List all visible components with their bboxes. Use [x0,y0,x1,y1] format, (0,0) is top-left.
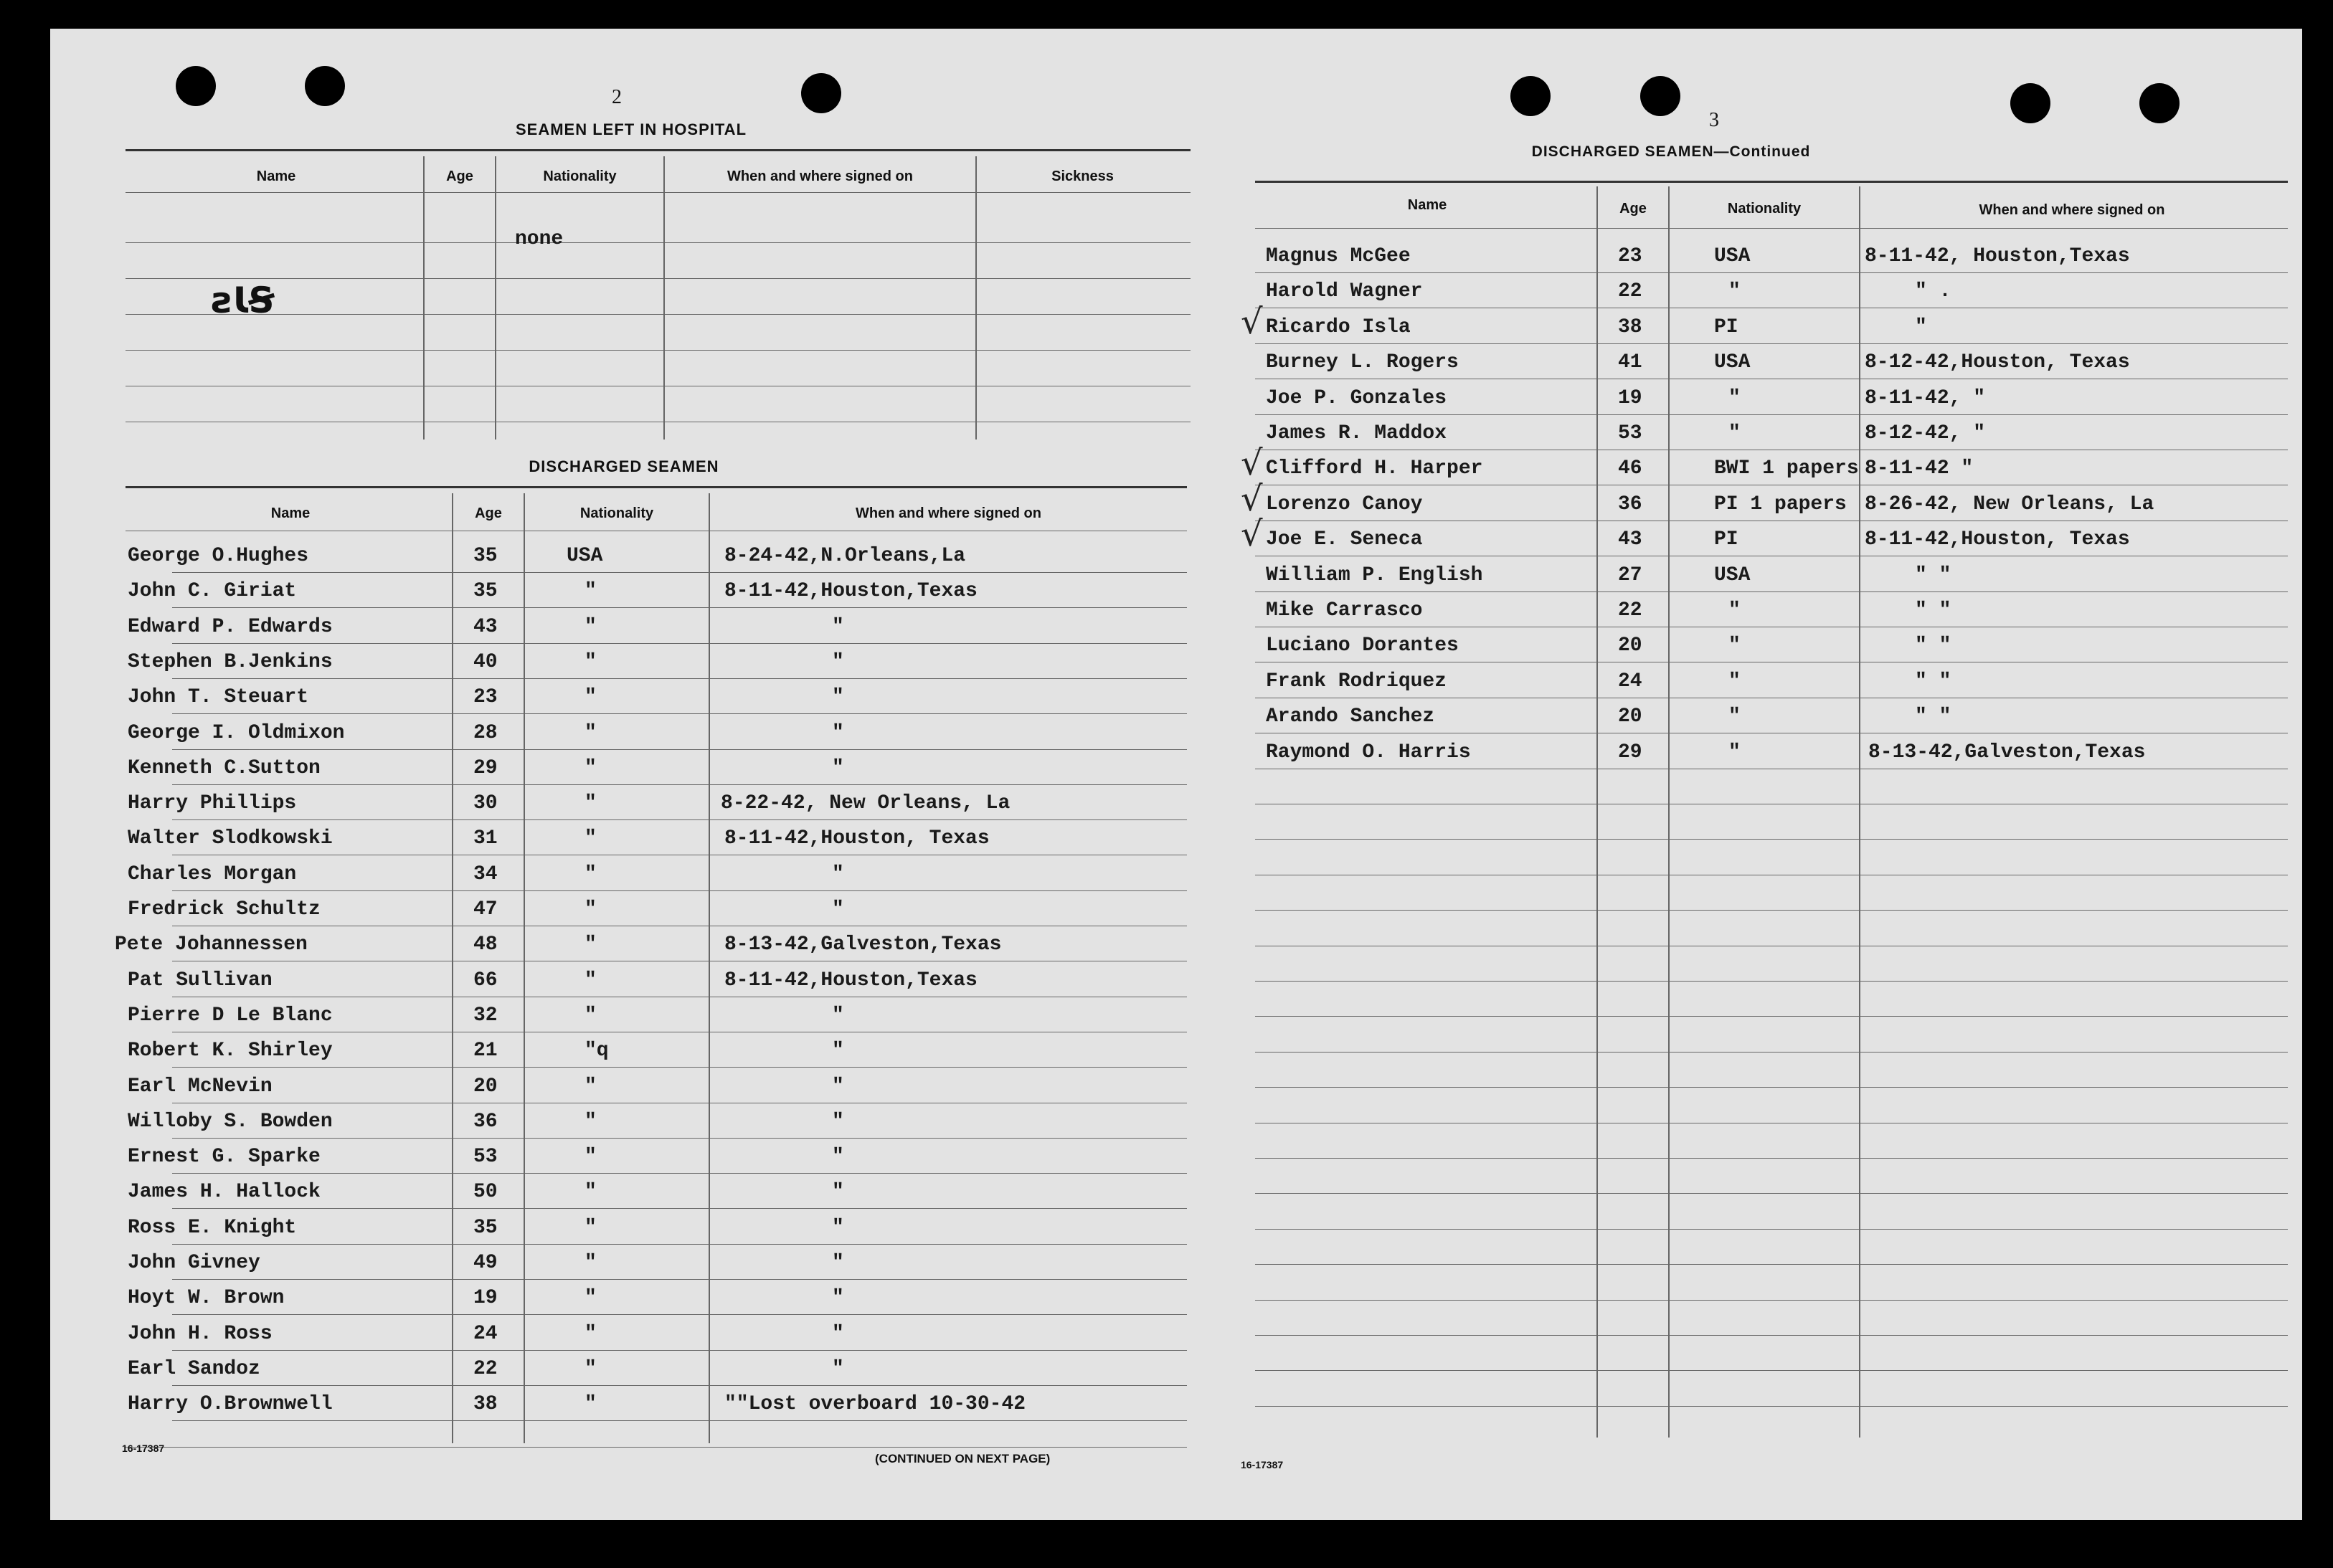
row-nationality: " [585,1111,597,1133]
row-signed-on: 8-13-42,Galveston,Texas [724,933,1002,956]
row-rule [1255,1052,2288,1053]
row-name: Joe P. Gonzales [1266,387,1447,409]
row-age: 32 [473,1004,498,1027]
row-signed-on: 8-13-42,Galveston,Texas [1868,741,2146,764]
continued-note: (CONTINUED ON NEXT PAGE) [875,1452,1051,1465]
row-rule [1255,1158,2288,1159]
binder-hole [801,73,841,113]
row-rule [172,1420,1187,1421]
binder-hole [305,66,345,106]
row-age: 41 [1618,351,1642,374]
row-age: 27 [1618,564,1642,586]
row-nationality: " [1728,280,1741,303]
row-name: John Givney [128,1252,260,1274]
row-name: Walter Slodkowski [128,827,333,850]
row-rule [1255,1300,2288,1301]
row-name: Kenneth C.Sutton [128,757,321,779]
row-signed-on: 8-11-42,Houston, Texas [724,827,990,850]
row-age: 47 [473,898,498,921]
row-rule [1255,1229,2288,1230]
row-signed-on: " [832,1323,844,1345]
row-name: Hoyt W. Brown [128,1287,285,1309]
row-name: Robert K. Shirley [128,1040,333,1062]
col-age: Age [475,505,502,521]
row-nationality: " [585,651,597,673]
row-signed-on: " " [1915,635,1951,657]
page-number: 2 [612,86,622,108]
row-nationality: "q [585,1040,609,1062]
row-nationality: " [585,1252,597,1274]
row-signed-on: 8-11-42, Houston,Texas [1865,245,2130,267]
row-age: 24 [473,1323,498,1345]
row-rule [172,784,1187,785]
row-signed-on: 8-22-42, New Orleans, La [721,792,1011,814]
row-age: 40 [473,651,498,673]
row-rule [1255,981,2288,982]
row-age: 49 [473,1252,498,1274]
row-rule [172,1138,1187,1139]
hospital-section-title: SEAMEN LEFT IN HOSPITAL [515,120,747,138]
col-signed-on: When and where signed on [856,505,1041,521]
row-age: 48 [473,933,498,956]
row-nationality: " [585,1393,597,1415]
row-signed-on: " " [1915,599,1951,622]
row-age: 38 [473,1393,498,1415]
row-nationality: BWI 1 papers [1714,457,1859,480]
row-rule [172,678,1187,679]
row-nationality: " [585,1146,597,1168]
row-rule [172,749,1187,750]
row-age: 36 [1618,493,1642,515]
stamp-mark: ꙅꙆꞨ [212,280,275,321]
row-name: Frank Rodriquez [1266,670,1447,693]
binder-hole [1640,76,1680,116]
row-age: 23 [473,686,498,708]
row-age: 36 [473,1111,498,1133]
col-nationality: Nationality [579,505,654,521]
row-nationality: " [1728,599,1741,622]
row-rule [1255,1016,2288,1017]
row-name: Magnus McGee [1266,245,1411,267]
row-nationality: PI [1714,316,1738,338]
row-nationality: " [585,1181,597,1203]
row-nationality: USA [1714,245,1751,267]
row-nationality: PI 1 papers [1714,493,1847,515]
row-name: Charles Morgan [128,863,297,885]
row-nationality: " [585,1323,597,1345]
row-name: Ricardo Isla [1266,316,1411,338]
row-nationality: PI [1714,528,1738,551]
binder-hole [2010,83,2050,123]
row-nationality: " [585,1287,597,1309]
row-age: 35 [473,580,498,602]
hospital-entry-none: none [515,228,564,250]
row-signed-on: " [832,1358,844,1380]
row-nationality: " [585,792,597,814]
col-name: Name [1407,197,1447,213]
row-name: Harold Wagner [1266,280,1423,303]
row-name: Luciano Dorantes [1266,635,1459,657]
row-signed-on: " " [1915,670,1951,693]
binder-hole [176,66,216,106]
row-age: 28 [473,722,498,744]
row-age: 22 [1618,599,1642,622]
row-signed-on: " [832,1287,844,1309]
row-name: John C. Giriat [128,580,297,602]
row-name: Harry O.Brownwell [128,1393,333,1415]
row-age: 24 [1618,670,1642,693]
row-rule [1255,1264,2288,1265]
row-signed-on: " [832,863,844,885]
row-nationality: " [585,827,597,850]
row-age: 38 [1618,316,1642,338]
row-name: James R. Maddox [1266,422,1447,445]
row-signed-on: " [832,1004,844,1027]
row-signed-on: 8-26-42, New Orleans, La [1865,493,2154,515]
row-rule [172,890,1187,891]
row-name: Raymond O. Harris [1266,741,1471,764]
row-signed-on: 8-11-42,Houston,Texas [724,580,978,602]
hospital-col-sickness: Sickness [1051,168,1114,184]
row-signed-on: " [832,1111,844,1133]
row-age: 20 [1618,705,1642,728]
row-rule [172,713,1187,714]
row-rule [1255,1335,2288,1336]
col-name: Name [270,505,311,521]
row-signed-on: " " [1915,705,1951,728]
hospital-col-age: Age [446,168,473,184]
row-rule [172,1350,1187,1351]
row-name: Ernest G. Sparke [128,1146,321,1168]
row-name: Pete Johannessen [115,933,308,956]
row-name: Fredrick Schultz [128,898,321,921]
row-signed-on: " [1915,316,1927,338]
row-name: Mike Carrasco [1266,599,1423,622]
row-name: Lorenzo Canoy [1266,493,1423,515]
row-name: Joe E. Seneca [1266,528,1423,551]
row-name: George O.Hughes [128,545,309,567]
row-signed-on: " [832,757,844,779]
binder-hole [1510,76,1551,116]
document-sheet [50,29,2302,1520]
row-nationality: " [1728,741,1741,764]
row-nationality: " [585,1075,597,1098]
row-rule [172,1279,1187,1280]
check-mark: √ [1241,302,1263,342]
row-name: John H. Ross [128,1323,273,1345]
row-rule [172,1067,1187,1068]
row-rule [1255,1193,2288,1194]
form-code: 16-17387 [122,1443,165,1454]
row-nationality: " [585,933,597,956]
row-signed-on: 8-11-42,Houston, Texas [1865,528,2130,551]
row-signed-on: 8-24-42,N.Orleans,La [724,545,966,567]
hospital-col-nationality: Nationality [543,168,617,184]
row-nationality: " [585,1358,597,1380]
row-age: 29 [1618,741,1642,764]
row-signed-on: " . [1915,280,1951,303]
row-nationality: " [585,686,597,708]
row-rule [172,1314,1187,1315]
row-rule [172,819,1187,820]
row-rule [172,572,1187,573]
row-name: Ross E. Knight [128,1217,297,1239]
row-age: 20 [1618,635,1642,657]
row-nationality: " [1728,635,1741,657]
row-age: 23 [1618,245,1642,267]
row-name: Pierre D Le Blanc [128,1004,333,1027]
row-age: 34 [473,863,498,885]
row-rule [1255,839,2288,840]
discharged-continued-title: DISCHARGED SEAMEN—Continued [1531,143,1811,160]
row-signed-on: " [832,686,844,708]
row-name: Arando Sanchez [1266,705,1435,728]
row-signed-on: 8-11-42, " [1865,387,1986,409]
row-age: 29 [473,757,498,779]
row-age: 46 [1618,457,1642,480]
row-name: James H. Hallock [128,1181,321,1203]
row-nationality: " [585,898,597,921]
row-age: 22 [473,1358,498,1380]
row-nationality: " [585,969,597,992]
row-age: 21 [473,1040,498,1062]
row-name: Clifford H. Harper [1266,457,1483,480]
row-name: William P. English [1266,564,1483,586]
row-nationality: USA [1714,564,1751,586]
row-name: George I. Oldmixon [128,722,345,744]
col-signed-on: When and where signed on [1979,202,2165,218]
row-rule [1255,910,2288,911]
check-mark: √ [1241,479,1263,519]
row-age: 35 [473,545,498,567]
row-signed-on: " [832,898,844,921]
row-rule [172,1244,1187,1245]
row-nationality: " [1728,705,1741,728]
page-number: 3 [1709,109,1719,131]
row-age: 43 [1618,528,1642,551]
row-rule [1255,343,2288,344]
col-age: Age [1619,201,1647,217]
row-signed-on: " [832,1146,844,1168]
check-mark: √ [1241,443,1263,483]
row-rule [172,643,1187,644]
row-nationality: " [585,722,597,744]
row-signed-on: 8-12-42, " [1865,422,1986,445]
row-signed-on: " [832,1181,844,1203]
row-rule [172,607,1187,608]
row-nationality: USA [1714,351,1751,374]
row-rule [1255,1406,2288,1407]
row-age: 30 [473,792,498,814]
row-nationality: " [585,616,597,638]
row-signed-on: " " [1915,564,1951,586]
row-nationality: " [1728,387,1741,409]
row-signed-on: " [832,722,844,744]
row-name: John T. Steuart [128,686,309,708]
row-name: Stephen B.Jenkins [128,651,333,673]
row-rule [172,1385,1187,1386]
row-signed-on: " [832,616,844,638]
row-signed-on: " [832,1040,844,1062]
binder-hole [2139,83,2180,123]
row-name: Willoby S. Bowden [128,1111,333,1133]
row-rule [172,1208,1187,1209]
row-signed-on: " [832,1075,844,1098]
discharged-section-title: DISCHARGED SEAMEN [529,457,719,475]
row-nationality: " [585,1217,597,1239]
row-age: 43 [473,616,498,638]
row-name: Edward P. Edwards [128,616,333,638]
row-rule [172,1173,1187,1174]
row-age: 53 [473,1146,498,1168]
row-signed-on: 8-11-42,Houston,Texas [724,969,978,992]
col-nationality: Nationality [1727,201,1802,217]
form-code: 16-17387 [1241,1459,1284,1470]
row-age: 20 [473,1075,498,1098]
row-signed-on: ""Lost overboard 10-30-42 [724,1393,1026,1415]
row-age: 66 [473,969,498,992]
row-name: Pat Sullivan [128,969,273,992]
row-signed-on: " [832,1217,844,1239]
row-nationality: " [585,757,597,779]
row-nationality: " [585,580,597,602]
row-nationality: " [1728,670,1741,693]
row-age: 35 [473,1217,498,1239]
check-mark: √ [1241,514,1263,554]
row-age: 19 [1618,387,1642,409]
row-rule [1255,591,2288,592]
row-name: Burney L. Rogers [1266,351,1459,374]
row-age: 53 [1618,422,1642,445]
row-rule [1255,1370,2288,1371]
row-nationality: USA [567,545,603,567]
row-signed-on: 8-12-42,Houston, Texas [1865,351,2130,374]
row-rule [1255,1087,2288,1088]
hospital-col-signed-on: When and where signed on [727,168,913,184]
row-rule [1255,414,2288,415]
row-age: 19 [473,1287,498,1309]
row-rule [1255,272,2288,273]
row-age: 31 [473,827,498,850]
row-name: Harry Phillips [128,792,297,814]
row-signed-on: " [832,651,844,673]
row-age: 22 [1618,280,1642,303]
row-nationality: " [585,1004,597,1027]
hospital-col-name: Name [256,168,296,184]
row-signed-on: " [832,1252,844,1274]
row-name: Earl Sandoz [128,1358,260,1380]
row-name: Earl McNevin [128,1075,273,1098]
row-age: 50 [473,1181,498,1203]
row-signed-on: 8-11-42 " [1865,457,1974,480]
row-rule [126,1447,1187,1448]
row-nationality: " [1728,422,1741,445]
row-nationality: " [585,863,597,885]
